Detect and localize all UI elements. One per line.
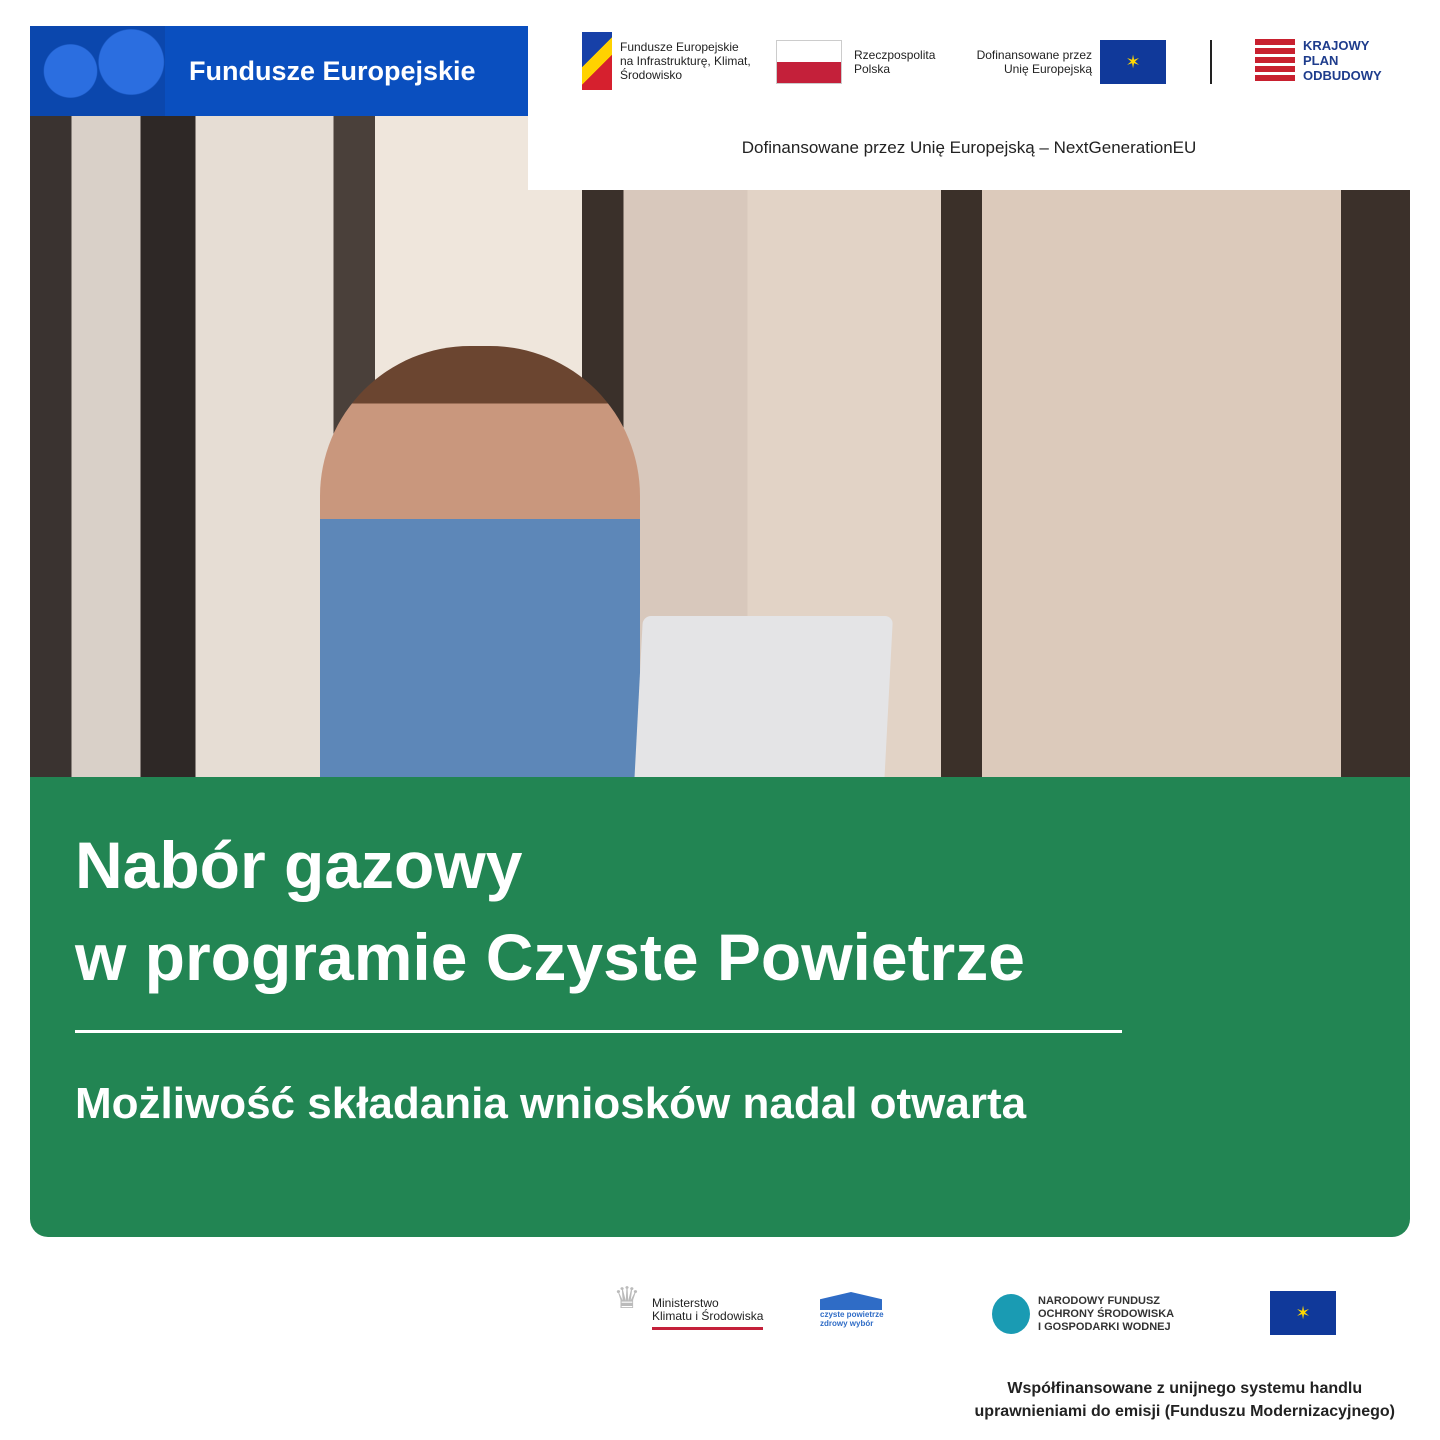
nextgen-caption: Dofinansowane przez Unię Europejską – NextGenerationEU	[741, 138, 1197, 157]
man-at-desk	[320, 346, 640, 777]
mkis-text: Klimatu i Środowiska	[652, 1308, 764, 1323]
rp-logo	[776, 40, 949, 84]
fundusze-europejskie-logo	[30, 26, 528, 116]
nfosigw-logo	[992, 1294, 1174, 1334]
feiis-logo	[582, 32, 755, 90]
eu-flag-icon: ✶	[1270, 1291, 1336, 1335]
eu-flag-icon: ✶	[1100, 40, 1166, 84]
eagle-icon: ♛	[613, 1282, 641, 1315]
divider	[75, 1030, 1122, 1033]
kpo-text: KRAJOWY	[1303, 38, 1370, 53]
headline-line: Nabór gazowy	[75, 828, 523, 902]
cp-text: zdrowy wybór	[820, 1319, 874, 1328]
kpo-logo	[1255, 38, 1382, 83]
mkis-logo	[610, 1282, 764, 1334]
eu-text: Dofinansowane przez Unię Europejską	[976, 48, 1092, 76]
fe-flag-icon	[582, 32, 612, 90]
cp-text: czyste powietrze	[820, 1310, 884, 1319]
kpo-text: ODBUDOWY	[1303, 68, 1382, 83]
nfos-text: OCHRONY ŚRODOWISKA	[1038, 1307, 1175, 1320]
kpo-icon	[1255, 39, 1295, 83]
polish-flag-icon	[776, 40, 842, 84]
note-line: Współfinansowane z unijnego systemu handlu	[1007, 1380, 1363, 1397]
hero-photo	[30, 116, 1410, 777]
nfos-text: I GOSPODARKI WODNEJ	[1038, 1320, 1171, 1333]
subtitle: Możliwość składania wniosków nadal otwarta	[75, 1079, 1027, 1128]
eu-logo	[962, 40, 1166, 84]
nfosigw-icon	[992, 1294, 1030, 1334]
laptop	[633, 616, 893, 777]
czyste-powietrze-logo	[820, 1292, 884, 1328]
headline	[75, 819, 1025, 1003]
cofinancing-note	[975, 1377, 1395, 1423]
rp-text: Rzeczpospolita Polska	[854, 48, 936, 76]
headline-line: w programie Czyste Powietrze	[75, 920, 1025, 994]
headline-panel	[30, 777, 1410, 1237]
mkis-text: Ministerstwo	[652, 1295, 719, 1310]
stars-icon	[30, 26, 165, 116]
fe-title: Fundusze Europejskie	[189, 55, 476, 86]
divider	[1210, 40, 1212, 84]
nfos-text: NARODOWY FUNDUSZ	[1038, 1294, 1161, 1307]
note-line: uprawnieniami do emisji (Funduszu Modernizacyjnego)	[974, 1403, 1395, 1420]
house-icon	[820, 1292, 882, 1310]
feiis-text: Fundusze Europejskie na Infrastrukturę, Klimat, Środowisko	[620, 40, 751, 82]
kpo-text: PLAN	[1303, 53, 1339, 68]
